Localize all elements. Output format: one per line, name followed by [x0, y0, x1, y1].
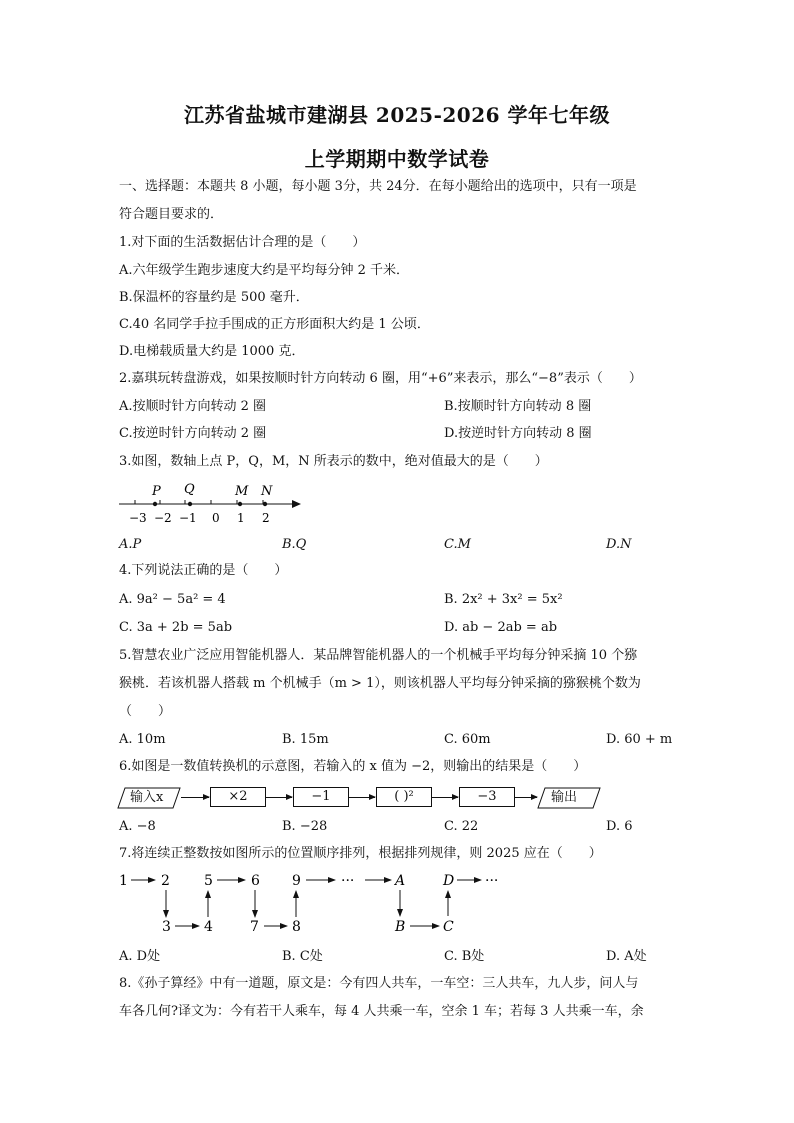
q2-stem: 2.嘉琪玩转盘游戏，如果按顺时针方向转动 6 圈，用“+6”来表示，那么“−8”表示（ ）: [119, 371, 642, 386]
pattern-num-6: 6: [251, 873, 260, 889]
pattern-label-c: C: [443, 919, 454, 935]
q7-stem: 7.将连续正整数按如图所示的位置顺序排列，根据排列规律，则 2025 应在（ ）: [119, 846, 602, 861]
q7-option-d: D. A处: [606, 949, 647, 964]
q5-stem: 5.智慧农业广泛应用智能机器人．某品牌智能机器人的一个机械手平均每分钟采摘 10 个猕: [119, 648, 638, 663]
pattern-num-1: 1: [119, 873, 128, 889]
tick-label-2: 2: [262, 511, 270, 525]
tick-label-neg2: −2: [154, 511, 172, 525]
q8-stem: 8.《孙子算经》中有一道题，原文是：今有四人共车，一车空：三人共车，九人步，问人与: [119, 976, 639, 991]
q3-option-a: A.P: [119, 537, 142, 552]
pattern-num-2: 2: [161, 873, 170, 889]
exam-title-line2: 上学期期中数学试卷: [304, 147, 490, 171]
section-instructions-cont: 符合题目要求的．: [119, 207, 224, 222]
q3-option-b: B.Q: [282, 537, 307, 552]
q5-option-c: C. 60m: [444, 732, 491, 747]
q1-stem: 1.对下面的生活数据估计合理的是（ ）: [119, 235, 366, 250]
number-line-arrowhead: [292, 500, 301, 508]
pattern-num-8: 8: [292, 919, 301, 935]
q2-option-c: C.按逆时针方向转动 2 圈: [119, 426, 267, 441]
q3-option-c: C.M: [444, 537, 471, 552]
point-n-label: N: [261, 484, 273, 499]
pattern-label-b: B: [395, 919, 406, 935]
point-n-dot: [263, 502, 267, 506]
flow-arrow-4: [432, 797, 458, 798]
q2-option-a: A.按顺时针方向转动 2 圈: [119, 399, 267, 414]
flow-step-times2: ×2: [210, 787, 266, 807]
pattern-num-5: 5: [204, 873, 213, 889]
q6-option-c: C. 22: [444, 819, 479, 834]
q1-option-b: B.保温杯的容量约是 500 毫升．: [119, 290, 309, 305]
q2-option-d: D.按逆时针方向转动 8 圈: [444, 426, 592, 441]
pattern-num-4: 4: [204, 919, 213, 935]
q1-option-a: A.六年级学生跑步速度大约是平均每分钟 2 千米．: [119, 263, 410, 278]
pattern-num-3: 3: [162, 919, 171, 935]
q6-option-b: B. −28: [282, 819, 328, 834]
q4-option-b: B. 2x² + 3x² = 5x²: [444, 592, 563, 607]
q6-option-a: A. −8: [119, 819, 156, 834]
point-p-dot: [153, 502, 157, 506]
q1-option-c: C.40 名同学手拉手围成的正方形面积大约是 1 公顷．: [119, 317, 430, 332]
q4-stem: 4.下列说法正确的是（ ）: [119, 563, 288, 578]
pattern-label-d: D: [443, 873, 455, 889]
tick-label-neg1: −1: [179, 511, 197, 525]
point-m-label: M: [235, 484, 249, 499]
q6-option-d: D. 6: [606, 819, 633, 834]
flow-input-label: 输入x: [130, 790, 164, 805]
q4-option-a: A. 9a² − 5a² = 4: [119, 592, 226, 607]
number-line-figure: [115, 478, 310, 528]
number-pattern-figure: [115, 868, 515, 940]
point-m-dot: [238, 502, 242, 506]
pattern-arrows: [131, 880, 481, 926]
pattern-num-9: 9: [292, 873, 301, 889]
section-instructions: 一、选择题：本题共 8 小题，每小题 3分，共 24分．在每小题给出的选项中，只有一项是: [119, 179, 637, 194]
q3-option-d: D.N: [606, 537, 632, 552]
flow-step-square: ( )²: [376, 787, 432, 807]
point-q-label: Q: [184, 482, 195, 497]
flow-step-minus1: −1: [293, 787, 349, 807]
q7-option-c: C. B处: [444, 949, 485, 964]
q2-option-b: B.按顺时针方向转动 8 圈: [444, 399, 592, 414]
q1-option-d: D.电梯载质量大约是 1000 克．: [119, 344, 305, 359]
tick-label-0: 0: [212, 511, 220, 525]
q6-stem: 6.如图是一数值转换机的示意图，若输入的 x 值为 −2，则输出的结果是（ ）: [119, 759, 587, 774]
point-p-label: P: [152, 484, 161, 499]
q5-stem-cont: 猴桃．若该机器人搭载 m 个机械手（m > 1），则该机器人平均每分钟采摘的猕猴桃个数为: [119, 676, 641, 691]
flow-arrow-2: [266, 797, 292, 798]
q5-option-a: A. 10m: [119, 732, 166, 747]
q5-option-d: D. 60 + m: [606, 732, 673, 747]
exam-title-line1: 江苏省盐城市建湖县 2025-2026 学年七年级: [183, 103, 611, 127]
flow-step-minus3: −3: [459, 787, 515, 807]
flow-arrow-3: [349, 797, 375, 798]
tick-label-neg3: −3: [129, 511, 147, 525]
q3-stem: 3.如图，数轴上点 P，Q，M，N 所表示的数中，绝对值最大的是（ ）: [119, 454, 548, 469]
q7-option-b: B. C处: [282, 949, 323, 964]
q5-option-b: B. 15m: [282, 732, 329, 747]
q4-option-d: D. ab − 2ab = ab: [444, 620, 558, 635]
flow-arrow-1: [181, 797, 209, 798]
q4-option-c: C. 3a + 2b = 5ab: [119, 620, 233, 635]
pattern-dots-2: ···: [485, 873, 499, 889]
tick-label-1: 1: [237, 511, 245, 525]
pattern-dots-1: ···: [341, 873, 355, 889]
q8-stem-cont: 车各几何?译文为：今有若干人乘车，每 4 人共乘一车，空余 1 车；若每 3 人共乘一车，余: [119, 1004, 644, 1019]
point-q-dot: [188, 502, 192, 506]
flow-output-label: 输出: [551, 790, 578, 805]
pattern-label-a: A: [395, 873, 406, 889]
q7-option-a: A. D处: [119, 949, 161, 964]
flow-arrow-5: [515, 797, 537, 798]
pattern-num-7: 7: [250, 919, 259, 935]
q5-stem-paren: （ ）: [119, 704, 172, 719]
